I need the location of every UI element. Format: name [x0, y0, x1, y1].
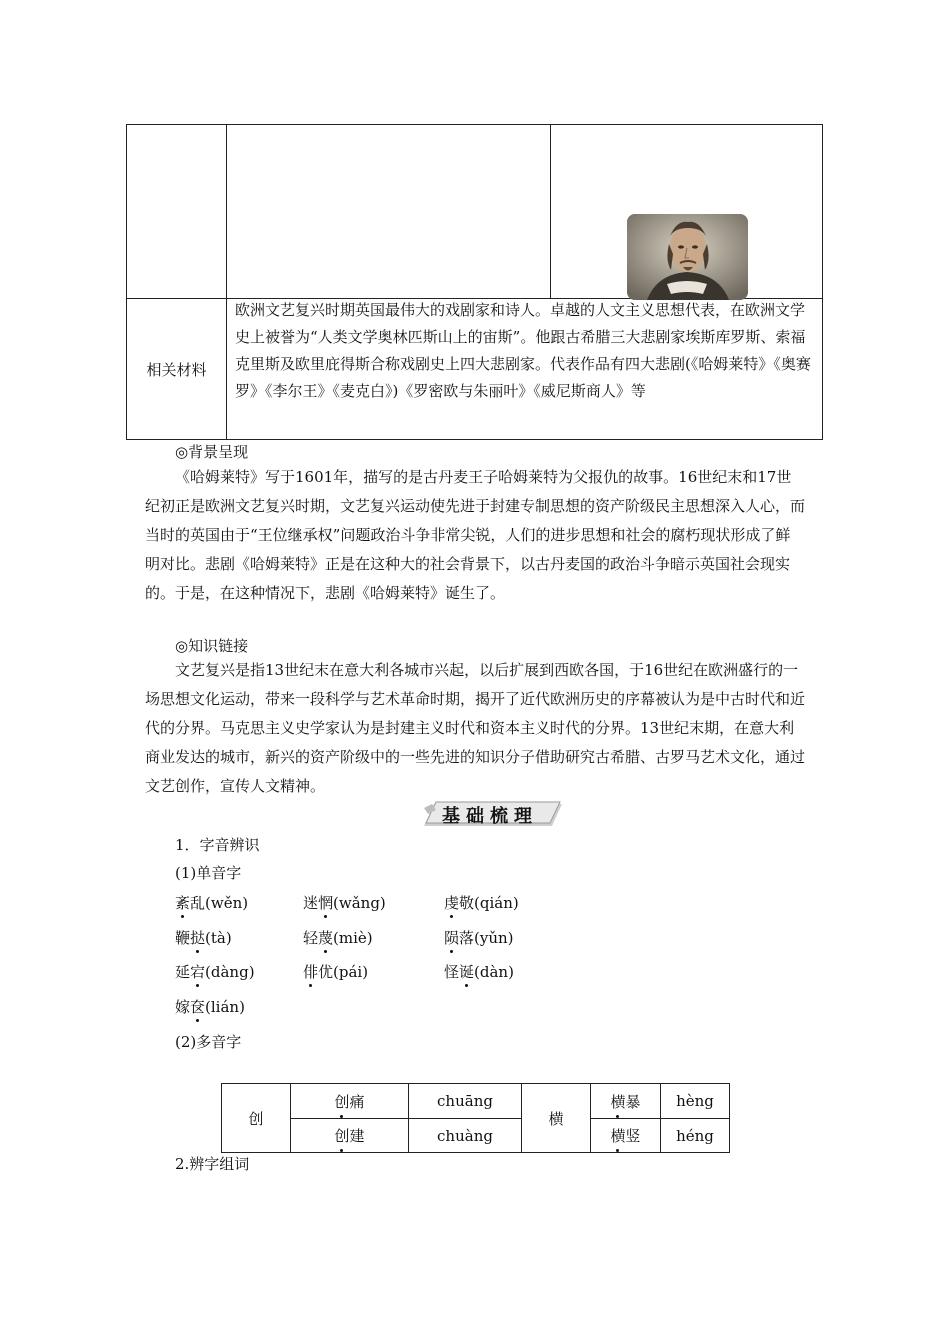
related-material-text: 欧洲文艺复兴时期英国最伟大的戏剧家和诗人。卓越的人文主义思想代表，在欧洲文学史上被誉为“人类文学奥林匹斯山上的宙斯”。他跟古希腊三大悲剧家埃斯库罗斯、索福克里斯及欧里庇得斯合称戏剧史上四大悲剧家。代表作品有四大悲剧(《哈姆莱特》《奥赛罗》《李尔王》《麦克白》)《罗密欧与朱丽叶》《威尼斯商人》等	[235, 301, 811, 400]
single-char-item: 嫁奁(lián)	[175, 998, 245, 1016]
single-char-item: 迷惘(wǎng)	[303, 894, 386, 912]
poly-pinyin: chuāng	[437, 1092, 493, 1110]
related-material-label: 相关材料	[146, 360, 207, 379]
single-char-item: 延宕(dàng)	[175, 963, 255, 981]
single-char-heading: (1)单音字	[175, 864, 242, 882]
single-char-item: 紊乱(wěn)	[175, 894, 249, 912]
knowledge-paragraph: 文艺复兴是指13世纪末在意大利各城市兴起，以后扩展到西欧各国，于16世纪在欧洲盛行的一场思想文化运动，带来一段科学与艺术革命时期，揭开了近代欧洲历史的序幕被认为是中古时代和近代的分界。马克思主义史学家认为是封建主义时代和资本主义时代的分界。13世纪末期，在意大利商业发达的城市，新兴的资产阶级中的一些先进的知识分子借助研究古希腊、古罗马艺术文化，通过文艺创作，宣传人文精神。	[145, 661, 806, 795]
poly-pinyin: chuàng	[437, 1126, 493, 1145]
background-heading: ◎背景呈现	[175, 443, 249, 461]
single-char-item: 虔敬(qián)	[444, 894, 519, 912]
knowledge-heading: ◎知识链接	[175, 637, 249, 655]
pronunciation-heading: 1．字音辨识	[175, 836, 260, 854]
single-char-item: 俳优(pái)	[303, 963, 369, 981]
info-table	[126, 124, 823, 440]
poly-word: 创 痛	[334, 1092, 365, 1111]
single-char-item: 轻蔑(miè)	[303, 929, 373, 947]
single-char-item: 怪诞(dàn)	[444, 963, 514, 981]
poly-word: 横 竖	[610, 1127, 641, 1145]
poly-word: 横 暴	[610, 1092, 641, 1111]
poly-pinyin: hèng	[676, 1092, 714, 1110]
single-char-item: 陨落(yǔn)	[444, 929, 514, 947]
word-building-heading: 2.辨字组词	[175, 1155, 250, 1173]
poly-char: 横	[548, 1109, 564, 1128]
poly-pinyin: héng	[676, 1126, 714, 1145]
single-char-item: 鞭挞(tà)	[175, 929, 232, 947]
multi-char-heading: (2)多音字	[175, 1033, 242, 1051]
shakespeare-portrait	[627, 214, 748, 300]
poly-char: 创	[248, 1109, 264, 1128]
section-banner: 基础梳理	[424, 800, 564, 828]
background-paragraph: 《哈姆莱特》写于1601年，描写的是古丹麦王子哈姆莱特为父报仇的故事。16世纪末和17世纪初正是欧洲文艺复兴时期，文艺复兴运动使先进于封建专制思想的资产阶级民主思想深入人心，而当时的英国由于“王位继承权”问题政治斗争非常尖锐，人们的进步思想和社会的腐朽现状形成了鲜明对比。悲剧《哈姆莱特》正是在这种大的社会背景下，以古丹麦国的政治斗争暗示英国社会现实的。于是，在这种情况下，悲剧《哈姆莱特》诞生了。	[145, 468, 806, 602]
polyphonic-table	[221, 1083, 730, 1153]
poly-word: 创 建	[334, 1127, 365, 1145]
